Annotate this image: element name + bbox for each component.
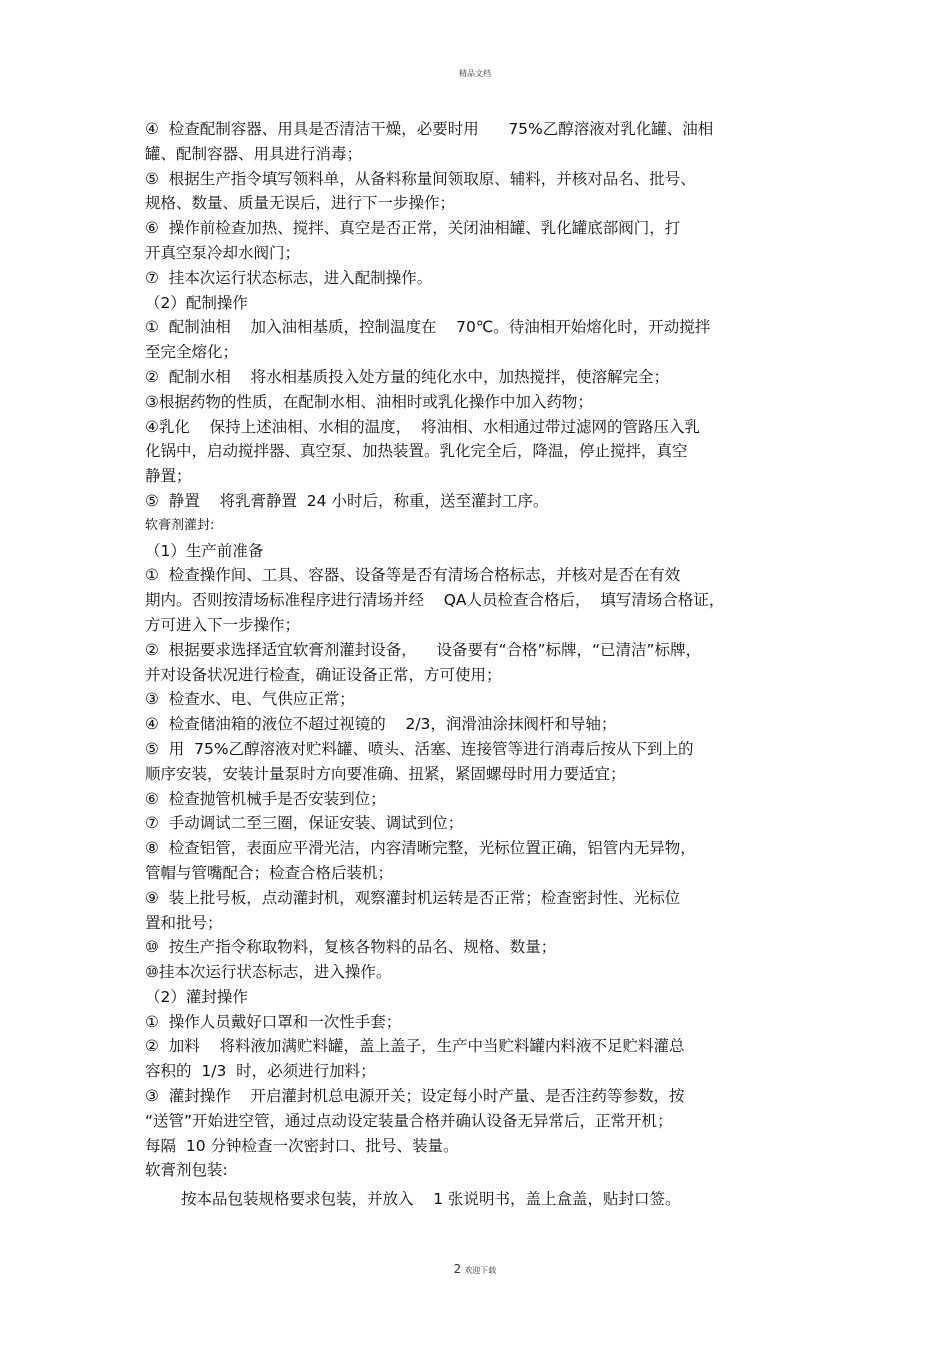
- text-line: ② 根据要求选择适宜软膏剂灌封设备， 设备要有“合格”标牌，“已清洁”标牌，: [145, 640, 702, 659]
- text-line: ⑤ 用 75%乙醇溶液对贮料罐、喷头、活塞、连接管等进行消毒后按从下到上的: [145, 739, 694, 758]
- section-title: 软膏剂包装:: [145, 1161, 228, 1180]
- text-line: ④乳化 保持上述油相、水相的温度， 将油相、水相通过带过滤网的管路压入乳: [145, 417, 700, 436]
- text-line: ③ 检查水、电、气供应正常；: [145, 690, 355, 709]
- text-line: ⑤ 根据生产指令填写领料单，从备料称量间领取原、辅料，并核对品名、批号、: [145, 169, 696, 188]
- section-heading: （2）配制操作: [145, 293, 248, 312]
- text-line: ⑥ 检查抛管机械手是否安装到位；: [145, 789, 386, 808]
- text-line: 并对设备状况进行检查，确证设备正常，方可使用；: [145, 665, 502, 684]
- section-heading: （1）生产前准备: [145, 541, 264, 560]
- text-line: 罐、配制容器、用具进行消毒；: [145, 144, 363, 163]
- text-line: ⑦ 挂本次运行状态标志，进入配制操作。: [145, 268, 433, 287]
- text-line: ⑥ 操作前检查加热、搅拌、真空是否正常，关闭油相罐、乳化罐底部阀门，打: [145, 219, 681, 238]
- page-footer: [0, 1262, 950, 1276]
- text-line: ⑩ 按生产指令称取物料，复核各物料的品名、规格、数量；: [145, 938, 557, 957]
- text-line: “送管”开始进空管，通过点动设定装量合格并确认设备无异常后，正常开机；: [145, 1111, 673, 1130]
- text-line: 静置；: [145, 467, 192, 486]
- text-line: ④ 检查配制容器、用具是否清洁干燥，必要时用 75%乙醇溶液对乳化罐、油相: [145, 120, 714, 138]
- page-header: 精品文档: [459, 69, 491, 78]
- text-line: 每隔 10 分钟检查一次密封口、批号、装量。: [145, 1136, 459, 1155]
- page-number: 2: [453, 1262, 462, 1276]
- text-line: ③根据药物的性质，在配制水相、油相时或乳化操作中加入药物；: [145, 392, 593, 411]
- closing-paragraph: 按本品包装规格要求包装，并放入 1 张说明书，盖上盒盖，贴封口签。: [181, 1190, 681, 1209]
- section-heading: （2）灌封操作: [145, 987, 248, 1006]
- footer-text: 欢迎下载: [464, 1266, 497, 1275]
- text-line: ① 配制油相 加入油相基质，控制温度在 70℃。待油相开始熔化时，开动搅拌: [145, 318, 711, 337]
- text-line: ⑧ 检查铝管，表面应平滑光洁，内容清晰完整，光标位置正确，铝管内无异物，: [145, 839, 696, 858]
- text-line: 期内。否则按清场标准程序进行清场并经 QA人员检查合格后， 填写清场合格证，: [145, 591, 725, 610]
- text-line: ⑨ 装上批号板，点动灌封机，观察灌封机运转是否正常；检查密封性、光标位: [145, 888, 681, 907]
- text-line: 至完全熔化；: [145, 343, 239, 362]
- text-line: 容积的 1/3 时，必须进行加料；: [145, 1062, 376, 1081]
- text-line: 开真空泵冷却水阀门；: [145, 243, 301, 262]
- text-line: ① 操作人员戴好口罩和一次性手套；: [145, 1012, 402, 1031]
- text-line: 顺序安装，安装计量泵时方向要准确、扭紧，紧固螺母时用力要适宜；: [145, 764, 626, 783]
- text-line: ② 配制水相 将水相基质投入处方量的纯化水中，加热搅拌，使溶解完全；: [145, 367, 669, 386]
- text-line: ③ 灌封操作 开启灌封机总电源开关；设定每小时产量、是否注药等参数，按: [145, 1087, 685, 1106]
- section-title: 软膏剂灌封:: [145, 517, 215, 533]
- text-line: ④ 检查储油箱的液位不超过视镜的 2/3，润滑油涂抹阀杆和导轴；: [145, 715, 617, 734]
- text-line: 置和批号；: [145, 913, 223, 932]
- text-line: ⑩挂本次运行状态标志，进入操作。: [145, 963, 392, 982]
- document-body: [145, 117, 825, 1212]
- text-line: 方可进入下一步操作；: [145, 615, 301, 634]
- text-line: 化锅中，启动搅拌器、真空泵、加热装置。乳化完全后，降温，停止搅拌，真空: [145, 442, 688, 461]
- text-line: ⑦ 手动调试二至三圈，保证安装、调试到位；: [145, 814, 464, 833]
- text-line: ⑤ 静置 将乳膏静置 24 小时后，称重，送至灌封工序。: [145, 491, 549, 510]
- text-line: 规格、数量、质量无误后，进行下一步操作；: [145, 194, 456, 213]
- text-line: 管帽与管嘴配合；检查合格后装机；: [145, 863, 394, 882]
- text-line: ① 检查操作间、工具、容器、设备等是否有清场合格标志，并核对是否在有效: [145, 566, 681, 585]
- text-line: ② 加料 将料液加满贮料罐，盖上盖子，生产中当贮料罐内料液不足贮料灌总: [145, 1037, 685, 1056]
